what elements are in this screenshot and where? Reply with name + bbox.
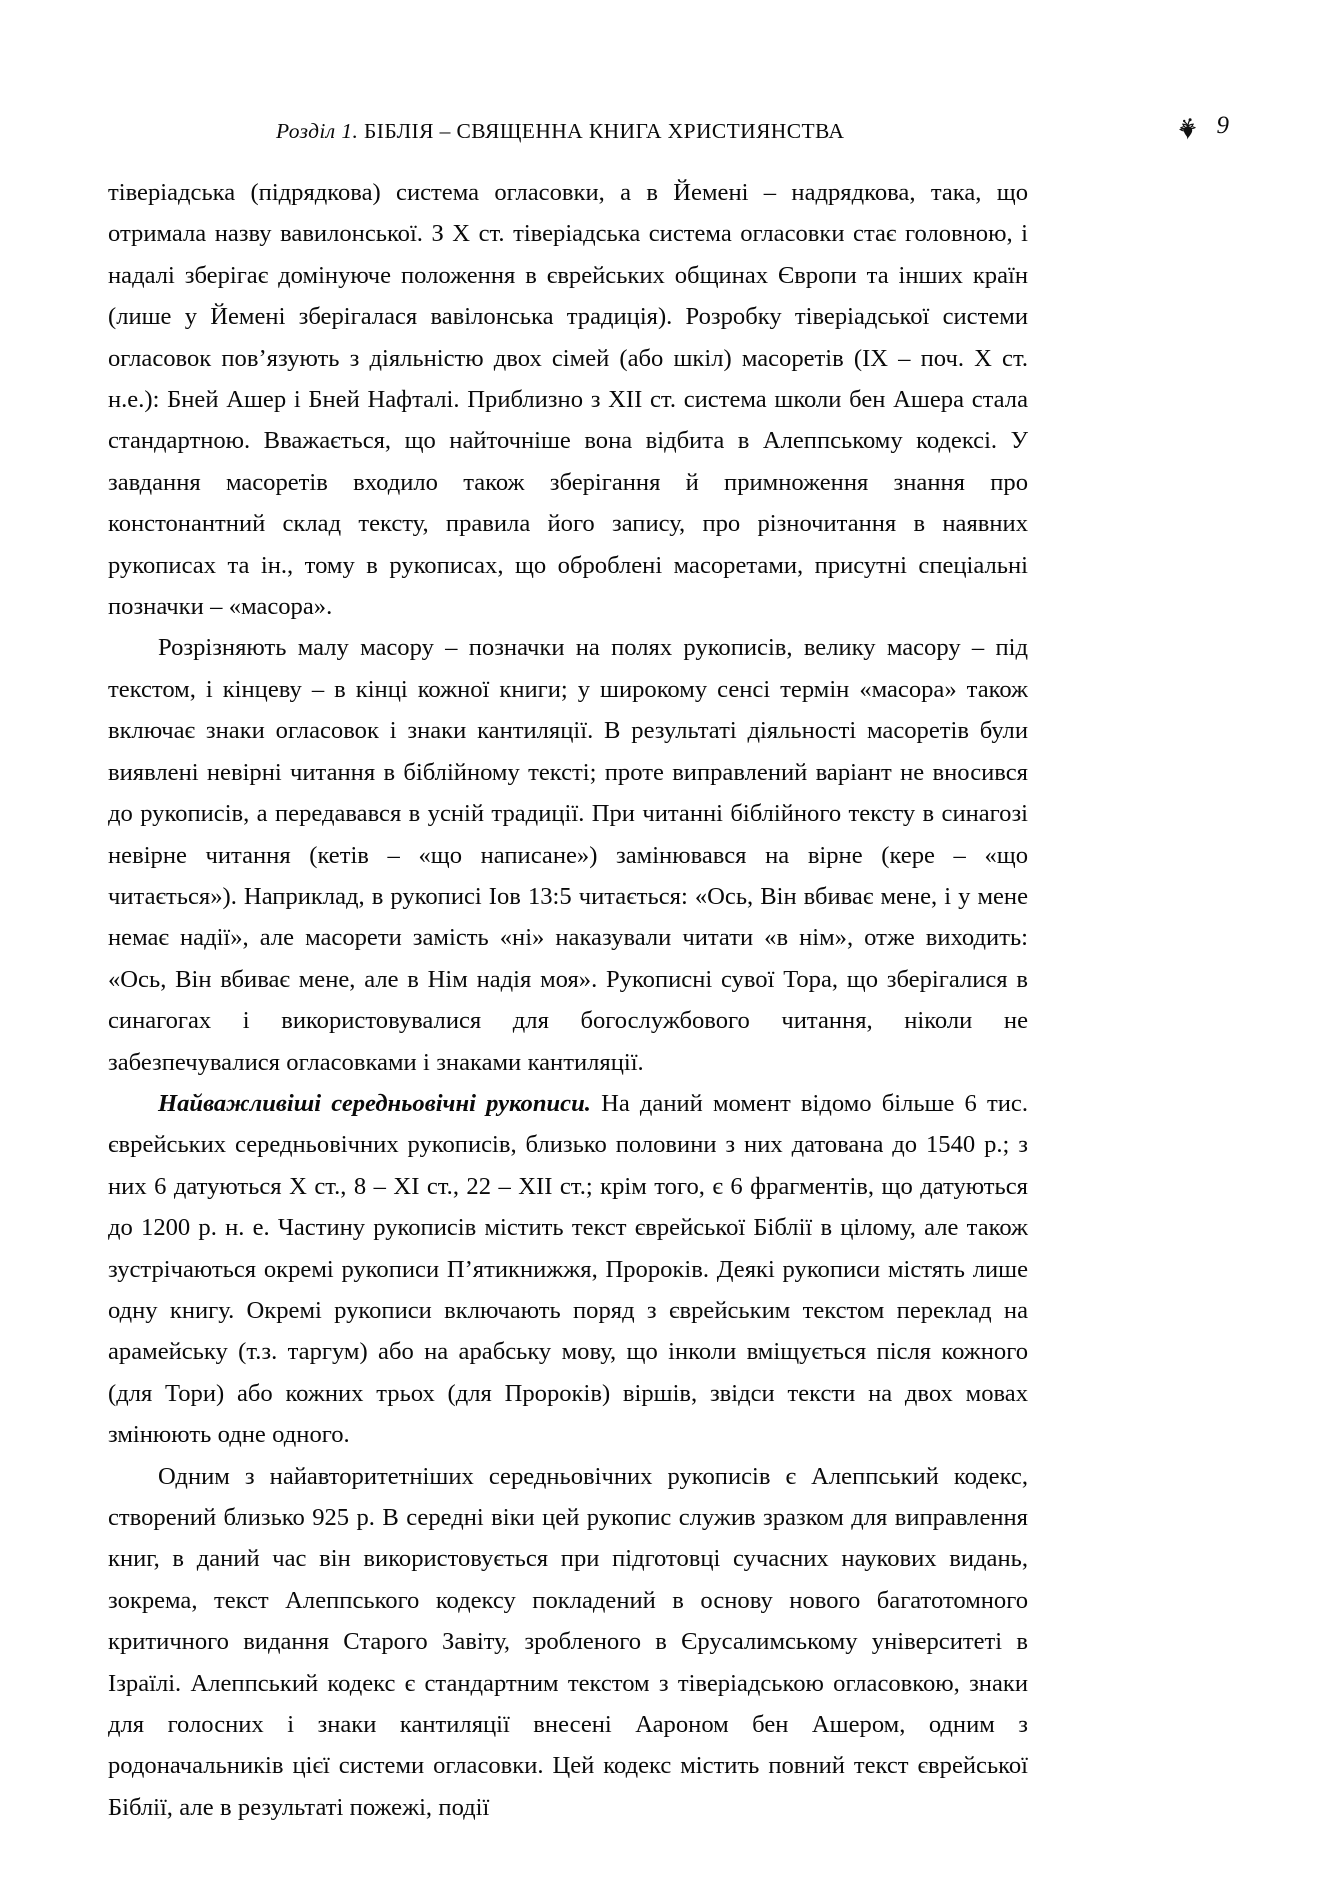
running-head-separator: . bbox=[352, 119, 365, 143]
paragraph-4-text: Одним з найавторитетніших середньовічних рукописів є Алеппський кодекс, створений близько 925 р. В середні віки цей рукопис служив зразком для виправлення книг, в даний час він використовується при підготовці сучасних наукових видань, зокрема, текст Алеппського кодексу покладений в основу нового багатотомного критичного видання Старого Завіту, зробленого в Єрусалимському університеті в Ізраїлі. Алеппський кодекс є стандартним текстом з тіверіадською огласовкою, знаки для голосних і знаки кантиляції внесені Аароном бен Ашером, одним з родоначальників цієї системи огласовки. Цей кодекс містить повний текст єврейської Біблії, але в результаті пожежі, події bbox=[108, 1462, 1028, 1821]
paragraph-2 bbox=[108, 627, 1028, 1082]
paragraph-1 bbox=[108, 172, 1028, 627]
running-head-chapter-label: Розділ 1 bbox=[276, 119, 353, 143]
paragraph-3-text: На даний момент відомо більше 6 тис. єврейських середньовічних рукописів, близько половини з них датована до 1540 р.; з них 6 датуються X ст., 8 – XI ст., 22 – XII ст.; крім того, є 6 фрагментів, що датуються до 1200 р. н. е. Частину рукописів містить текст єврейської Біблії в цілому, але також зустрічаються окремі рукописи П’ятикнижжя, Пророків. Деякі рукописи містять лише одну книгу. Окремі рукописи включають поряд з єврейським текстом переклад на арамейську (т.з. таргум) або на арабську мову, що інколи вміщується після кожного (для Тори) або кожних трьох (для Пророків) віршів, звідси тексти на двох мовах змінюють одне одного. bbox=[108, 1089, 1028, 1449]
running-head-chapter-title: БІБЛІЯ – СВЯЩЕННА КНИГА ХРИСТИЯНСТВА bbox=[364, 119, 845, 143]
running-head bbox=[108, 112, 1231, 146]
body-text-block bbox=[108, 172, 1028, 1828]
paragraph-1-text: тіверіадська (підрядкова) система огласовки, а в Йемені – надрядкова, така, що отримала назву вавилонської. З X ст. тіверіадська система огласовки стає головною, і надалі зберігає домінуюче положення в єврейських общинах Європи та інших країн (лише у Йемені зберігалася вавілонська традиція). Розробку тіверіадської системи огласовок пов’язують з діяльністю двох сімей (або шкіл) масоретів (IX – поч. X ст. н.е.): Бней Ашер і Бней Нафталі. Приблизно з XII ст. система школи бен Ашера стала стандартною. Вважається, що найточніше вона відбита в Алеппському кодексі. У завдання масоретів входило також зберігання й примноження знання про констонантний склад тексту, правила його запису, про різночитання в наявних рукописах та ін., тому в рукописах, що оброблені масоретами, присутні спеціальні позначки – «масора». bbox=[108, 179, 1028, 621]
paragraph-3 bbox=[108, 1083, 1028, 1456]
page-number: 9 bbox=[1216, 111, 1229, 139]
floral-ornament-icon bbox=[1175, 115, 1201, 141]
paragraph-2-text: Розрізняють малу масору – позначки на полях рукописів, велику масору – під текстом, і кінцеву – в кінці кожної книги; у широкому сенсі термін «масора» також включає знаки огласовок і знаки кантиляції. В результаті діяльності масоретів були виявлені невірні читання в біблійному тексті; проте виправлений варіант не вносився до рукописів, а передавався в усній традиції. При читанні біблійного тексту в синагозі невірне читання (кетів – «що написане») замінювався на вірне (кере – «що читається»). Наприклад, в рукописі Іов 13:5 читається: «Ось, Він вбиває мене, і у мене немає надії», але масорети замість «ні» наказували читати «в нім», отже виходить: «Ось, Він вбиває мене, але в Нім надія моя». Рукописні сувої Тора, що зберігалися в синагогах і використовувалися для богослужбового читання, ніколи не забезпечувалися огласовками і знаками кантиляції. bbox=[108, 634, 1028, 1076]
running-head-folio-group bbox=[1175, 112, 1232, 138]
paragraph-4 bbox=[108, 1456, 1028, 1829]
run-in-heading-manuscripts: Найважливіші середньовічні рукописи. bbox=[158, 1089, 591, 1117]
running-head-title bbox=[276, 121, 1175, 143]
